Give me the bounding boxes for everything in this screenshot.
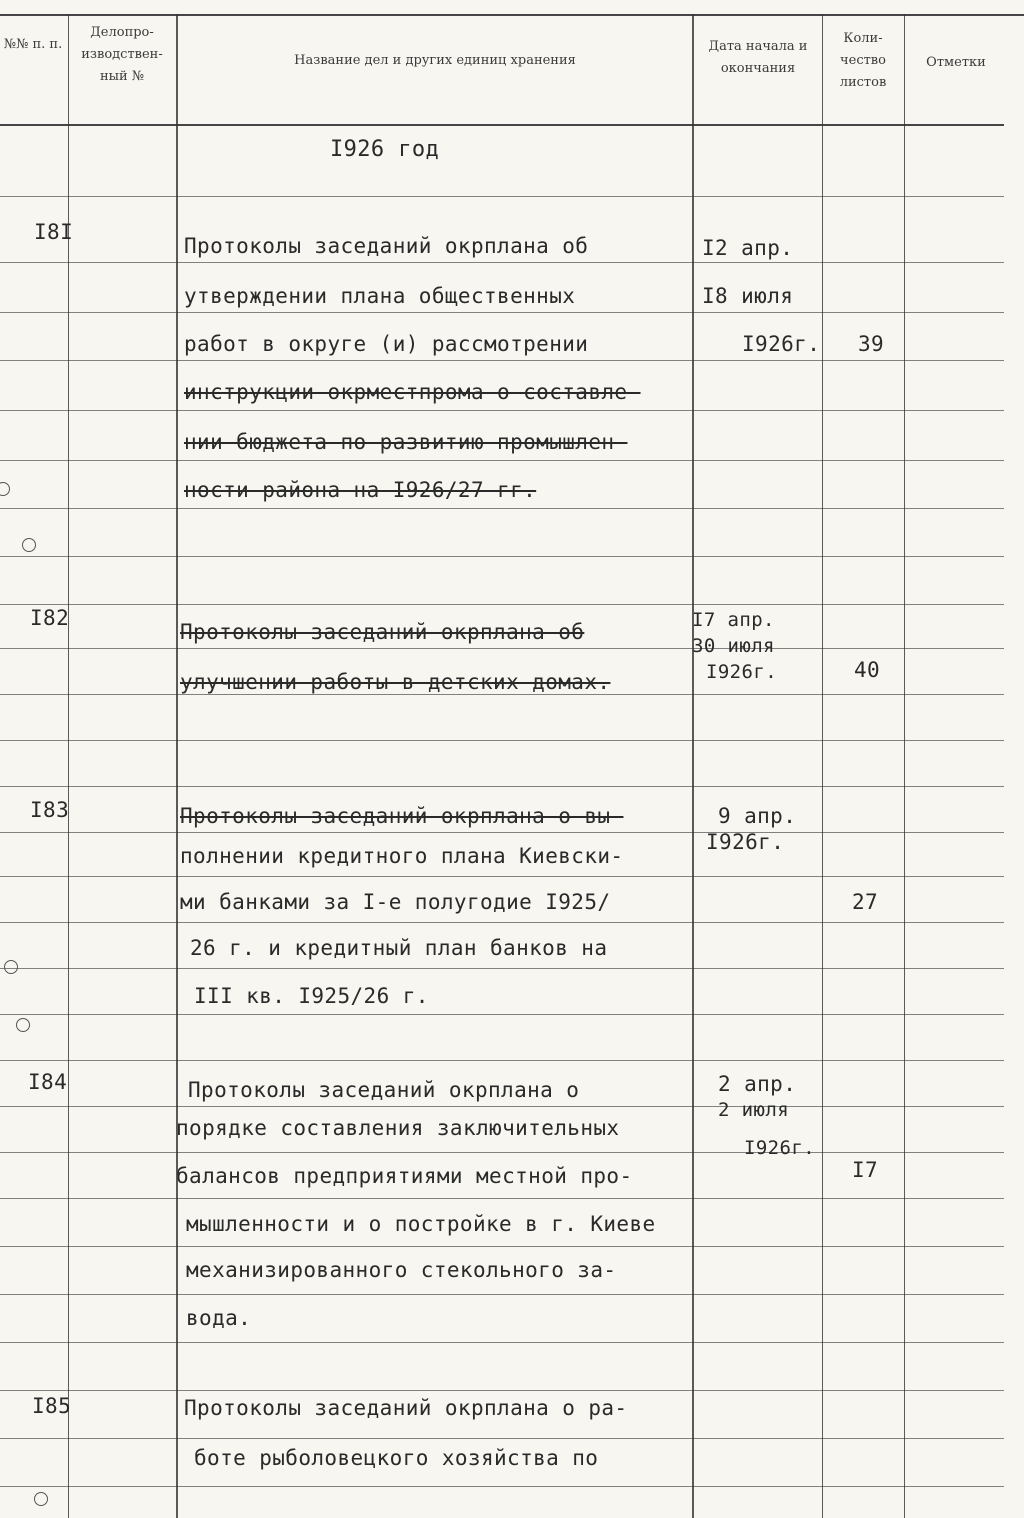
title-line: полнении кредитного плана Киевски- (180, 844, 624, 868)
column-line (176, 14, 178, 1518)
row-rule (0, 1014, 1004, 1015)
row-rule (0, 694, 1004, 695)
sheet-count: 39 (858, 332, 885, 356)
title-line: балансов предприятиями местной про- (176, 1164, 633, 1188)
row-rule (0, 508, 1004, 509)
binder-hole (34, 1492, 48, 1506)
header-sheets: Коли- чество листов (839, 31, 887, 90)
title-line: Протоколы заседаний окрплана о ра- (184, 1396, 628, 1420)
row-rule (0, 832, 1004, 833)
title-line: нии бюджета по развитию промышлен- (184, 430, 628, 454)
header-title: Название дел и других единиц хранения (294, 53, 576, 68)
date-line: 9 апр. (718, 804, 797, 828)
binder-hole (4, 960, 18, 974)
entry-number: I85 (32, 1394, 72, 1418)
title-line: порядке составления заключительных (176, 1116, 620, 1140)
date-line: 2 апр. (718, 1072, 797, 1096)
row-rule (0, 1106, 1004, 1107)
date-line: I8 июля (702, 284, 794, 308)
row-rule (0, 1342, 1004, 1343)
date-line: I2 апр. (702, 236, 794, 260)
header-number: №№ п. п. (3, 37, 63, 52)
row-rule (0, 1438, 1004, 1439)
date-line: 30 июля (692, 635, 775, 657)
title-line: ности района на I926/27 гг. (184, 478, 537, 502)
header-notes: Отметки (926, 55, 986, 70)
binder-hole (22, 538, 36, 552)
row-rule (0, 1060, 1004, 1061)
entry-number: I82 (30, 606, 70, 630)
row-rule (0, 604, 1004, 605)
top-border (0, 14, 1024, 16)
row-rule (0, 648, 1004, 649)
title-line: улучшении работы в детских домах. (180, 670, 611, 694)
binder-hole (0, 482, 10, 496)
date-line: I926г. (742, 332, 821, 356)
sheet-count: 40 (854, 658, 881, 682)
title-line: ми банками за I-е полугодие I925/ (180, 890, 611, 914)
date-line: I926г. (706, 830, 785, 854)
column-line (904, 14, 905, 1518)
title-line: механизированного стекольного за- (186, 1258, 617, 1282)
title-line: утверждении плана общественных (184, 284, 576, 308)
row-rule (0, 1294, 1004, 1295)
binder-hole (16, 1018, 30, 1032)
row-rule (0, 1486, 1004, 1487)
date-line: I7 апр. (692, 609, 775, 631)
date-line: I926г. (706, 661, 778, 683)
row-rule (0, 1246, 1004, 1247)
sheet-count: I7 (852, 1158, 879, 1182)
row-rule (0, 556, 1004, 557)
row-rule (0, 196, 1004, 197)
entry-number: I84 (28, 1070, 68, 1094)
row-rule (0, 460, 1004, 461)
entry-number: I8I (34, 220, 74, 244)
row-rule (0, 1198, 1004, 1199)
title-line: работ в округе (и) рассмотрении (184, 332, 589, 356)
row-rule (0, 410, 1004, 411)
header-dates: Дата начала и окончания (708, 39, 808, 76)
header-office-number: Делопро- изводствен- ный № (81, 25, 163, 84)
date-line: I926г. (744, 1137, 816, 1159)
row-rule (0, 1390, 1004, 1391)
column-line (692, 14, 694, 1518)
sheet-count: 27 (852, 890, 879, 914)
title-line: мышленности и о постройке в г. Киеве (186, 1212, 656, 1236)
title-line: 26 г. и кредитный план банков на (190, 936, 608, 960)
row-rule (0, 360, 1004, 361)
row-rule (0, 740, 1004, 741)
row-rule (0, 1152, 1004, 1153)
row-rule (0, 876, 1004, 877)
row-rule (0, 786, 1004, 787)
row-rule (0, 262, 1004, 263)
row-rule (0, 922, 1004, 923)
title-line: III кв. I925/26 г. (194, 984, 429, 1008)
year-heading: I926 год (330, 137, 440, 162)
row-rule (0, 312, 1004, 313)
column-line (822, 14, 823, 1518)
title-line: боте рыболовецкого хозяйства по (194, 1446, 599, 1470)
title-line: инструкции окрместпрома о составле- (184, 380, 641, 404)
date-line: 2 июля (718, 1099, 790, 1121)
title-line: Протоколы заседаний окрплана о (188, 1078, 580, 1102)
title-line: Протоколы заседаний окрплана об (184, 234, 589, 258)
title-line: вода. (186, 1306, 252, 1330)
row-rule (0, 968, 1004, 969)
title-line: Протоколы заседаний окрплана о вы- (180, 804, 624, 828)
entry-number: I83 (30, 798, 70, 822)
title-line: Протоколы заседаний окрплана об (180, 620, 585, 644)
header-bottom-rule (0, 124, 1004, 126)
